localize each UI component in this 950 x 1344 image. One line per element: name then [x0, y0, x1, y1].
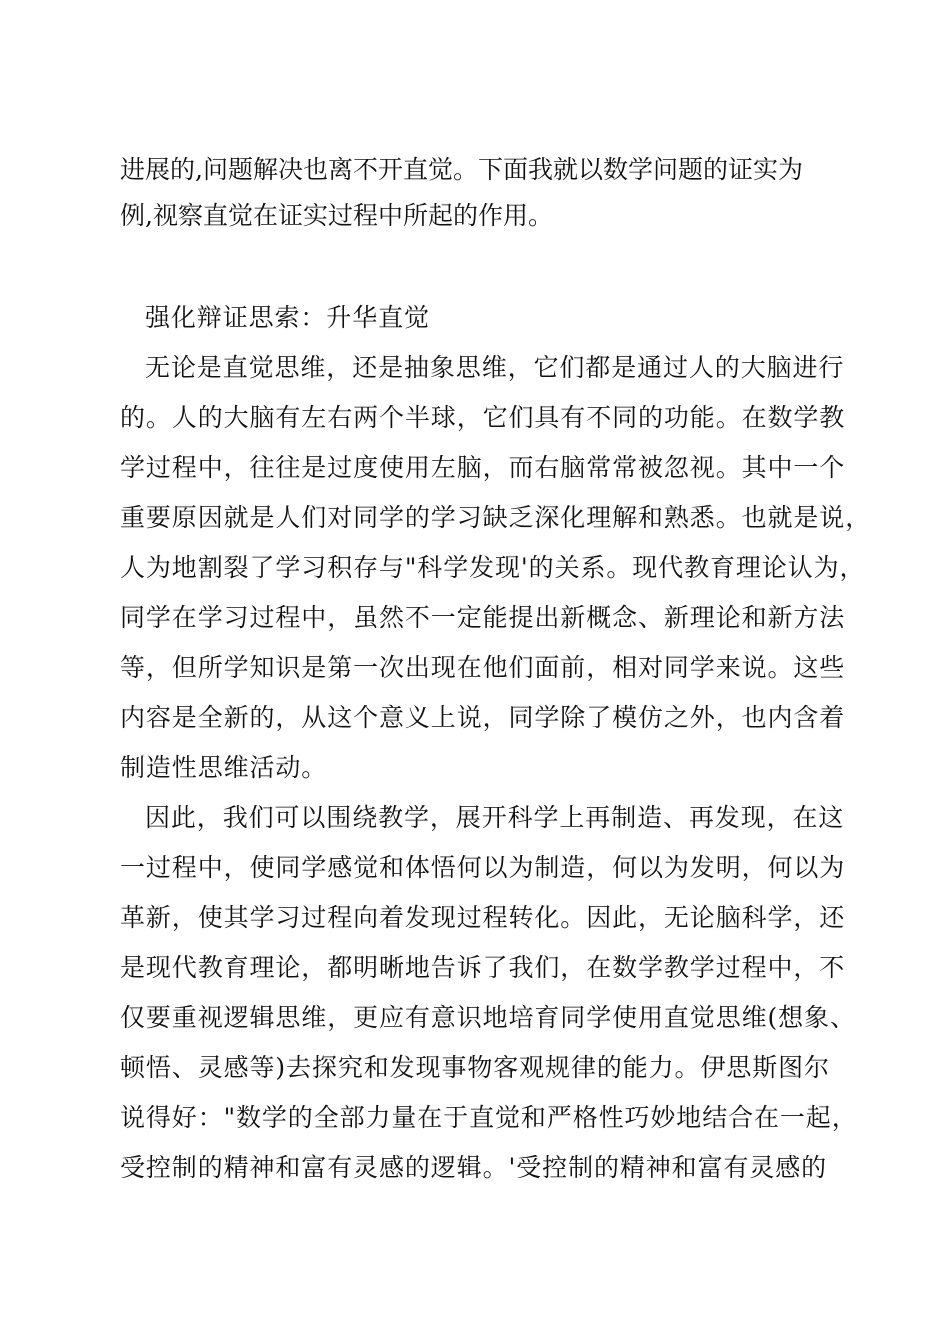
intro-line-2: 例,视察直觉在证实过程中所起的作用。 [120, 201, 553, 230]
paragraph-2-line-4: 是现代教育理论，都明晰地告诉了我们，在数学教学过程中，不 [120, 953, 846, 982]
intro-line-1: 进展的,问题解决也离不开直觉。下面我就以数学问题的证实为 [120, 155, 803, 184]
paragraph-1-line-9: 制造性思维活动。 [120, 753, 328, 782]
paragraph-2-line-1: 因此，我们可以围绕教学，展开科学上再制造、再发现，在这 [145, 803, 845, 832]
paragraph-1-line-3: 学过程中，往往是过度使用左脑，而右脑常常被忽视。其中一个 [120, 453, 846, 482]
paragraph-2-line-7: 说得好："数学的全部力量在于直觉和严格性巧妙地结合在一起， [120, 1103, 858, 1132]
paragraph-1-line-4: 重要原因就是人们对同学的学习缺乏深化理解和熟悉。也就是说， [120, 503, 872, 532]
paragraph-1-line-1: 无论是直觉思维，还是抽象思维，它们都是通过人的大脑进行 [145, 353, 845, 382]
section-heading: 强化辩证思索：升华直觉 [145, 303, 430, 332]
paragraph-1-line-6: 同学在学习过程中，虽然不一定能提出新概念、新理论和新方法 [120, 603, 846, 632]
paragraph-2-line-2: 一过程中，使同学感觉和体悟何以为制造，何以为发明，何以为 [120, 853, 846, 882]
paragraph-1-line-8: 内容是全新的，从这个意义上说，同学除了模仿之外，也内含着 [120, 703, 846, 732]
paragraph-2-line-8: 受控制的精神和富有灵感的逻辑。'受控制的精神和富有灵感的 [120, 1153, 828, 1182]
paragraph-1-line-2: 的。人的大脑有左右两个半球，它们具有不同的功能。在数学教 [120, 403, 846, 432]
paragraph-1-line-5: 人为地割裂了学习积存与"科学发现'的关系。现代教育理论认为， [120, 553, 866, 582]
paragraph-2-line-6: 顿悟、灵感等)去探究和发现事物客观规律的能力。伊思斯图尔 [120, 1053, 830, 1082]
paragraph-2-line-3: 革新，使其学习过程向着发现过程转化。因此，无论脑科学，还 [120, 903, 846, 932]
paragraph-2-line-5: 仅要重视逻辑思维，更应有意识地培育同学使用直觉思维(想象、 [120, 1003, 856, 1032]
paragraph-1-line-7: 等，但所学知识是第一次出现在他们面前，相对同学来说。这些 [120, 653, 846, 682]
